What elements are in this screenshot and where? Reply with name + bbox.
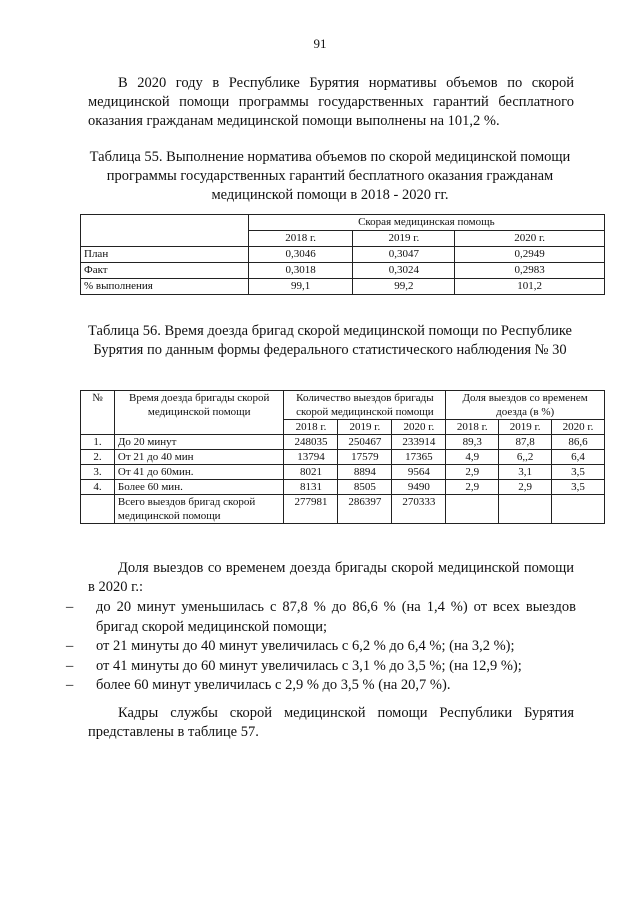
table-cell: 8021 bbox=[284, 465, 338, 480]
table-cell: 17579 bbox=[338, 450, 392, 465]
table-row bbox=[81, 263, 605, 279]
table-cell: 9564 bbox=[392, 465, 446, 480]
table-cell: 17365 bbox=[392, 450, 446, 465]
table-cell: 0,3024 bbox=[353, 263, 455, 279]
share-paragraph: Доля выездов со временем доезда бригады скорой медицинской помощи в 2020 г.: bbox=[88, 560, 574, 595]
table-cell: 6,,2 bbox=[499, 450, 552, 465]
table-cell: 101,2 bbox=[455, 279, 605, 295]
table-cell bbox=[446, 495, 499, 524]
table56-share-header: Доля выездов со временем доезда (в %) bbox=[446, 391, 605, 420]
table-cell: 2,9 bbox=[446, 465, 499, 480]
table-cell: 3,1 bbox=[499, 465, 552, 480]
row-label: Более 60 мин. bbox=[114, 480, 284, 495]
table56-count-header: Количество выездов бригады скорой медицинской помощи bbox=[284, 391, 446, 420]
table-cell: 2,9 bbox=[446, 480, 499, 495]
table-row bbox=[81, 279, 605, 295]
list-item-text: более 60 минут увеличилась с 2,9 % до 3,5 % (на 20,7 %). bbox=[96, 677, 451, 693]
table55-corner-cell bbox=[81, 215, 249, 247]
list-item-text: от 41 минуты до 60 минут увеличилась с 3,1 % до 3,5 %; (на 12,9 %); bbox=[96, 657, 522, 674]
table-cell: 0,3047 bbox=[353, 247, 455, 263]
page-number: 91 bbox=[313, 36, 327, 51]
dash-marker: – bbox=[66, 657, 74, 674]
table55-group-header: Скорая медицинская помощь bbox=[248, 215, 604, 231]
table56-year: 2019 г. bbox=[499, 420, 552, 435]
table-cell: 87,8 bbox=[499, 435, 552, 450]
table-cell: 8894 bbox=[338, 465, 392, 480]
table-cell bbox=[552, 495, 605, 524]
table-cell: 250467 bbox=[338, 435, 392, 450]
table-row bbox=[81, 450, 605, 465]
table55-caption: Таблица 55. Выполнение норматива объемов по скорой медицинской помощи программы государственных гарантий бесплатного оказания гражданам медицинской помощи в 2018 - 2020 гг. bbox=[89, 149, 571, 203]
list-item-text: от 21 минуты до 40 минут увеличилась с 6,2 % до 6,4 %; (на 3,2 %); bbox=[96, 638, 515, 654]
table-cell: 233914 bbox=[392, 435, 446, 450]
dash-marker: – bbox=[66, 638, 74, 654]
row-label: План bbox=[81, 247, 249, 263]
closing-paragraph: Кадры службы скорой медицинской помощи Республики Бурятия представлены в таблице 57. bbox=[88, 705, 574, 740]
table56-num-header: № bbox=[81, 391, 115, 435]
table56 bbox=[80, 390, 605, 524]
row-number: 2. bbox=[81, 450, 115, 465]
table-row bbox=[81, 465, 605, 480]
list-item-text: до 20 минут уменьшилась с 87,8 % до 86,6 % (на 1,4 %) от всех выездов бригад скорой медицинской помощи; bbox=[96, 599, 576, 635]
table56-caption: Таблица 56. Время доезда бригад скорой медицинской помощи по Республике Бурятия по данным формы федерального статистического наблюдения № 30 bbox=[88, 323, 572, 358]
table-cell: 3,5 bbox=[552, 480, 605, 495]
table-cell: 0,2949 bbox=[455, 247, 605, 263]
table-cell: 0,3046 bbox=[248, 247, 353, 263]
table-cell: 99,2 bbox=[353, 279, 455, 295]
row-number: 3. bbox=[81, 465, 115, 480]
table-row bbox=[81, 435, 605, 450]
table-row bbox=[81, 247, 605, 263]
table-cell: 277981 bbox=[284, 495, 338, 524]
intro-paragraph: В 2020 году в Республике Бурятия нормативы объемов по скорой медицинской помощи программы государственных гарантий бесплатного оказания гражданам медицинской помощи выполнены на 101,2 %. bbox=[88, 75, 574, 129]
table-cell: 89,3 bbox=[446, 435, 499, 450]
table56-year: 2019 г. bbox=[338, 420, 392, 435]
table55-header-row bbox=[81, 215, 605, 231]
table-cell: 248035 bbox=[284, 435, 338, 450]
row-label: % выполнения bbox=[81, 279, 249, 295]
row-number: 4. bbox=[81, 480, 115, 495]
table-cell: 4,9 bbox=[446, 450, 499, 465]
table55-year: 2019 г. bbox=[353, 231, 455, 247]
table56-year: 2020 г. bbox=[552, 420, 605, 435]
dash-marker: – bbox=[66, 677, 74, 693]
table-cell: 2,9 bbox=[499, 480, 552, 495]
table-cell: 286397 bbox=[338, 495, 392, 524]
row-number bbox=[81, 495, 115, 524]
table-cell bbox=[499, 495, 552, 524]
dash-marker: – bbox=[66, 599, 74, 615]
table-cell: 99,1 bbox=[248, 279, 353, 295]
table-cell: 9490 bbox=[392, 480, 446, 495]
table55 bbox=[80, 214, 605, 295]
table-cell: 6,4 bbox=[552, 450, 605, 465]
row-label: Факт bbox=[81, 263, 249, 279]
table-cell: 3,5 bbox=[552, 465, 605, 480]
row-label: До 20 минут bbox=[114, 435, 284, 450]
table55-year: 2020 г. bbox=[455, 231, 605, 247]
list-item bbox=[66, 657, 576, 677]
table-cell: 0,3018 bbox=[248, 263, 353, 279]
table-cell: 86,6 bbox=[552, 435, 605, 450]
list-item bbox=[66, 637, 576, 657]
table-row bbox=[81, 495, 605, 524]
share-list bbox=[66, 598, 576, 696]
table56-year: 2020 г. bbox=[392, 420, 446, 435]
row-label: От 21 до 40 мин bbox=[114, 450, 284, 465]
table56-year: 2018 г. bbox=[446, 420, 499, 435]
table-cell: 13794 bbox=[284, 450, 338, 465]
table55-year: 2018 г. bbox=[248, 231, 353, 247]
table-row bbox=[81, 480, 605, 495]
row-number: 1. bbox=[81, 435, 115, 450]
table56-header-row bbox=[81, 391, 605, 420]
table56-year: 2018 г. bbox=[284, 420, 338, 435]
table-cell: 8131 bbox=[284, 480, 338, 495]
table56-time-header: Время доезда бригады скорой медицинской помощи bbox=[114, 391, 284, 435]
table-cell: 8505 bbox=[338, 480, 392, 495]
list-item bbox=[66, 598, 576, 637]
row-label: Всего выездов бригад скорой медицинской помощи bbox=[114, 495, 284, 524]
row-label: От 41 до 60мин. bbox=[114, 465, 284, 480]
list-item bbox=[66, 676, 576, 696]
table-cell: 0,2983 bbox=[455, 263, 605, 279]
table-cell: 270333 bbox=[392, 495, 446, 524]
